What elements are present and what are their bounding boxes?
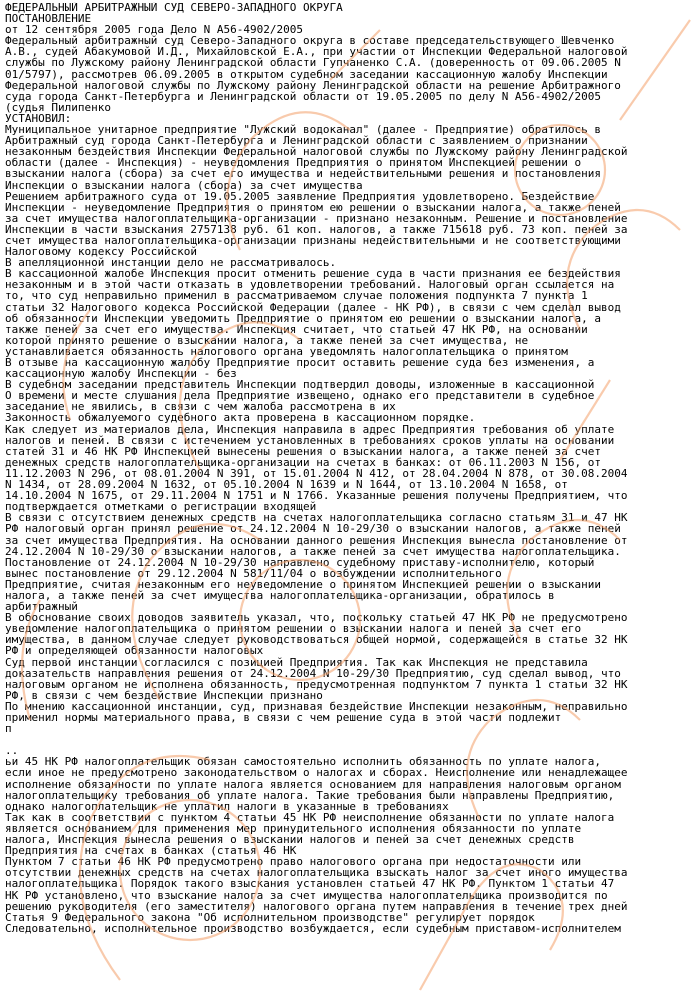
document-line: Арбитражный суд города Санкт-Петербурга и Ленинградской области с заявлением о признании — [5, 135, 588, 147]
document-line: ьи 45 НК РФ налогоплательщик обязан самостоятельно исполнить обязанность по уплате налога, — [5, 756, 602, 768]
document-line: Налоговому кодексу Российской — [5, 246, 198, 258]
document-line: Следовательно, исполнительное производство возбуждается, если судебным приставом-исполнителем — [5, 922, 621, 934]
document-line: п — [5, 723, 12, 735]
document-line: уведомление налогоплательщика о принятом решении о взыскании налога и пеней за счет его — [5, 623, 582, 635]
document-line: налоговым органом не исполнена обязанность, предусмотренная подпунктом 7 пункта 1 статьи 32 НК — [5, 678, 628, 690]
document-line: В отзыве на кассационную жалобу Предприятие просит оставить решение суда без изменения, а — [5, 357, 595, 369]
document-line: налога, а также пеней за счет имущества налогоплательщика-организации, обратилось в — [5, 589, 555, 602]
document-line: налогов и пеней. В связи с истечением установленных в требованиях сроков уплаты на основании — [5, 434, 615, 446]
document-line: В обоснование своих доводов заявитель указал, что, поскольку статьей 47 НК РФ не предусмотрено — [5, 612, 628, 624]
document-line: налога, Инспекция вынесла решения о взыскании налогов и пеней за счет денежных средств — [5, 834, 575, 846]
document-line: незаконным бездействия Инспекции Федеральной налоговой службы по Лужскому району Ленинградской — [5, 146, 628, 158]
document-line: РФ налоговый орган принял решение от 24.12.2004 N 10-29/30 о взыскании налогов, а также пеней — [5, 523, 621, 535]
document-line: Как следует из материалов дела, Инспекция направила в адрес Предприятия требования об уплате — [5, 423, 615, 435]
document-line: Суд первой инстанции согласился с позицией Предприятия. Так как Инспекция не представила — [5, 656, 588, 668]
document-line: УСТАНОВИЛ: — [5, 112, 72, 125]
document-line: за счет имущества Предприятия. На основании данного решения Инспекция вынесла постановление от — [5, 534, 628, 546]
document-line: однако налогоплательщик не уплатил налоги в указанные в требованиях — [5, 800, 449, 812]
document-line: налогоплательщику требования об уплате налога. Такие требования были направлены Предприятию, — [5, 789, 615, 801]
document-line: Предприятие, считая незаконным его неуведомление о принятом Инспекцией решении о взыскании — [5, 578, 602, 590]
document-line: Инспекции - неуведомление Предприятия о принятом ею решении о взыскании налога, а также пеней — [5, 201, 621, 213]
document-line: статьи 32 Налогового кодекса Российской Федерации (далее - НК РФ), в связи с чем сделал вывод — [5, 301, 621, 313]
document-line: области (далее - Инспекция) - неуведомления Предприятия о принятом Инспекцией решении о — [5, 157, 582, 169]
document-line: 11.12.2003 N 296, от 08.01.2004 N 391, от 15.01.2004 N 412, от 28.04.2004 N 878, от 30.08.2004 — [5, 467, 628, 480]
document-line: Муниципальное унитарное предприятие "Лужский водоканал" (далее - Предприятие) обратилось в — [5, 124, 602, 136]
document-line: Постановление от 24.12.2004 N 10-29/30 направлено судебному приставу-исполнителю, который — [5, 556, 595, 568]
document-line: РФ и определяющей обязанности налоговых — [5, 645, 264, 657]
document-line: доказательств направления решения от 24.12.2004 N 10-29/30 Предприятию, суд сделал вывод, что — [5, 667, 621, 679]
document-line: В судебном заседании представитель Инспекции подтвердил доводы, изложенные в кассационной — [5, 379, 595, 391]
document-line: налогоплательщика. Порядок такого взыскания установлен статьей 47 НК РФ. Пунктом 1 статьи 47 — [5, 878, 615, 890]
document-line: кассационную жалобу Инспекции - без — [5, 368, 237, 380]
document-line: ПОСТАНОВЛЕНИЕ — [5, 13, 92, 25]
document-line: (судья Пилипенко — [5, 101, 111, 113]
document-line: если иное не предусмотрено законодательством о налогах и сборах. Неисполнение или ненадлежащее — [5, 767, 628, 779]
document-line: Пунктом 7 статьи 46 НК РФ предусмотрено право налогового органа при недостаточности или — [5, 856, 582, 868]
document-line: НК РФ установлено, что взыскание налога за счет имущества налогоплательщика производится по — [5, 889, 608, 901]
document-line: N 1434, от 28.09.2004 N 1632, от 05.10.2004 N 1639 и N 1644, от 13.10.2004 N 1658, от — [5, 479, 568, 491]
document-line — [5, 734, 695, 745]
document-line: статей 31 и 46 НК РФ Инспекцией вынесены решения о взыскании налога, а также пеней за счет — [5, 445, 602, 457]
document-line: Федеральной налоговой службы по Лужскому району Ленинградской области на решение Арбитражного — [5, 79, 621, 91]
document-line: денежных средств налогоплательщика-организации на счетах в банках: от 06.11.2003 N 156, от — [5, 456, 602, 468]
document-line: отсутствии денежных средств на счетах налогоплательщика взыскать налог за счет иного имущества — [5, 867, 628, 879]
document-line: .. — [5, 745, 19, 757]
document-line: суда города Санкт-Петербурга и Ленинградской области от 19.05.2005 по делу N А56-4902/2005 — [5, 90, 602, 102]
document-line: подтверждается отметками о регистрации входящей — [5, 501, 317, 513]
document-line: от 12 сентября 2005 года Дело N А56-4902/2005 — [5, 24, 304, 36]
document-line: вынес постановление от 29.12.2004 N 581/11/04 о возбуждении исполнительного — [5, 567, 502, 579]
document-line: В апелляционной инстанции дело не рассматривалось. — [5, 257, 337, 269]
document-line: об обязанности Инспекции уведомить Предприятие о принятом ею решении о взыскании налога, а — [5, 312, 602, 324]
document-line: Статья 9 Федерального закона "Об исполнительном производстве" регулирует порядок — [5, 911, 535, 923]
document-line: решению руководителя (его заместителя) налогового органа путем направления в течение трех дней — [5, 900, 628, 912]
document-line: счет имущества налогоплательщика-организации признаны недействительными и не соответствующими — [5, 234, 621, 247]
document-line: службы по Лужскому району Ленинградской области Гупчаненко С.А. (доверенность от 09.06.2005 N — [5, 57, 621, 69]
document-line: В кассационной жалобе Инспекция просит отменить решение суда в части признания ее бездействия — [5, 268, 621, 280]
document-line: 24.12.2004 N 10-29/30 о взыскании налогов, а также пеней за счет имущества налогоплательщика. — [5, 545, 621, 557]
document-line: Решением арбитражного суда от 19.05.2005 заявление Предприятия удовлетворено. Бездействие — [5, 190, 595, 202]
document-line: также пеней за счет его имущества. Инспекция считает, что статьей 47 НК РФ, на основании — [5, 323, 588, 335]
document-line: исполнение обязанности по уплате налога является основанием для направления налоговым органом — [5, 778, 621, 790]
document-body — [5, 2, 695, 934]
document-line: Федеральный арбитражный суд Северо-Западного округа в составе председательствующего Шевченко — [5, 35, 615, 47]
document-line: взыскании налога (сбора) за счет его имущества и недействительными решения и постановления — [5, 168, 602, 180]
document-line: за счет имущества налогоплательщика-организации - признано незаконным. Решение и постановление — [5, 212, 628, 224]
document-line: ФЕДЕРАЛЬНЫЙ АРБИТРАЖНЫЙ СУД СЕВЕРО-ЗАПАДНОГО ОКРУГА — [5, 2, 343, 14]
document-line: которой принято решение о взыскании налога, а также пеней за счет имущества, не — [5, 334, 529, 346]
document-line: 14.10.2004 N 1675, от 29.11.2004 N 1751 и N 1766. Указанные решения получены Предприятием, что — [5, 490, 628, 502]
document-line: По мнению кассационной инстанции, суд, признавая бездействие Инспекции незаконным, неправильно — [5, 700, 628, 712]
document-line: незаконным и в этой части отказать в удовлетворении требований. Налоговый орган ссылается на — [5, 279, 615, 291]
document-line: Так как в соответствии с пунктом 4 статьи 45 НК РФ неисполнение обязанности по уплате налога — [5, 811, 615, 823]
document-line: Законность обжалуемого судебного акта проверена в кассационном порядке. — [5, 412, 476, 424]
document-line: 01/5797), рассмотрев 06.09.2005 в открытом судебном заседании кассационную жалобу Инспекции — [5, 68, 608, 80]
document-line: устанавливается обязанность налогового органа уведомлять налогоплательщика о принятом — [5, 345, 568, 357]
document-line: А.В., судей Абакумовой И.Д., Михайловской Е.А., при участии от Инспекции Федеральной налоговой — [5, 46, 628, 58]
document-line: РФ, в связи с чем бездействие Инспекции признано — [5, 689, 323, 701]
document-line: арбитражный — [5, 601, 78, 613]
document-line: Инспекции в части взыскания 2757138 руб. 61 коп. налогов, а также 715618 руб. 73 коп. пеней за — [5, 223, 628, 235]
document-line: имущества, в данном случае следует руководствоваться общей нормой, содержащейся в статье 32 НК — [5, 634, 628, 646]
document-line: то, что суд неправильно применил в рассматриваемом случае положения подпункта 7 пункта 1 — [5, 290, 588, 302]
document-line: заседание не явились, в связи с чем жалоба рассмотрена в их — [5, 401, 396, 413]
document-line: Инспекции о взыскании налога (сбора) за счет имущества — [5, 179, 363, 191]
document-line: применил нормы материального права, в связи с чем решение суда в этой части подлежит — [5, 712, 562, 724]
document-line: является основанием для применения мер принудительного исполнения обязанности по уплате — [5, 822, 582, 835]
document-line: О времени и месте слушания дела Предприятие извещено, однако его представители в судебное — [5, 390, 595, 402]
document-line: Предприятия на счетах в банках (статья 46 НК — [5, 845, 297, 857]
document-line: В связи с отсутствием денежных средств на счетах налогоплательщика согласно статьям 31 и 47 НК — [5, 512, 628, 524]
